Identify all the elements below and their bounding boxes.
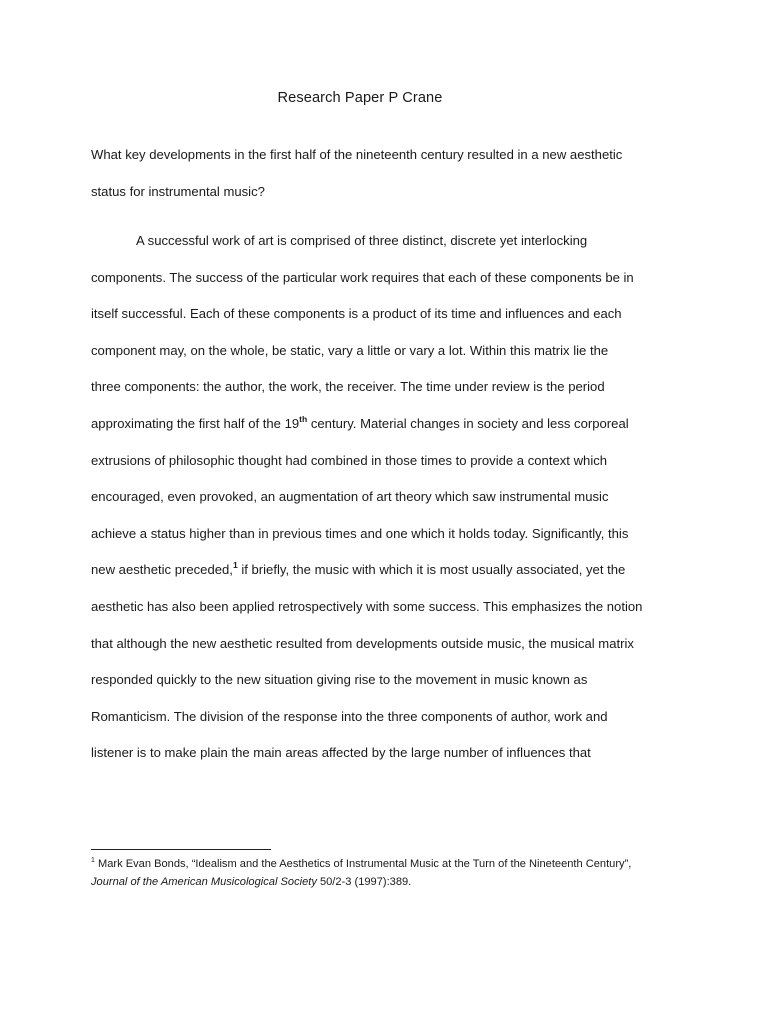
footnote-separator bbox=[91, 849, 271, 850]
paragraph-line-11: aesthetic has also been applied retrospectively with some success. This emphasizes the notion bbox=[91, 598, 643, 614]
footnote-line-1 bbox=[91, 855, 691, 873]
footnote-text: Mark Evan Bonds, “Idealism and the Aesthetics of Instrumental Music at the Turn of the Nineteenth Century”, bbox=[94, 858, 632, 870]
superscript-th: th bbox=[299, 413, 308, 424]
paragraph-line-4: component may, on the whole, be static, vary a little or vary a lot. Within this matrix lie the bbox=[91, 342, 609, 358]
footnote bbox=[91, 855, 691, 891]
footnote-citation: 50/2-3 (1997):389. bbox=[316, 876, 412, 888]
page-title: Research Paper P Crane bbox=[277, 90, 443, 106]
paragraph-line-10-start: new aesthetic preceded, bbox=[91, 562, 233, 578]
footnote-marker: 1 bbox=[91, 857, 95, 864]
paragraph-line-6 bbox=[91, 406, 683, 443]
paragraph-line-2: components. The success of the particular work requires that each of these components be in bbox=[91, 269, 634, 285]
footnote-journal: Journal of the American Musicological Society bbox=[91, 876, 317, 888]
paragraph-line-10 bbox=[91, 552, 683, 589]
research-question bbox=[91, 137, 683, 210]
question-line-1: What key developments in the first half of the nineteenth century resulted in a new aesthetic bbox=[91, 147, 623, 162]
paragraph-line-8: encouraged, even provoked, an augmentation of art theory which saw instrumental music bbox=[91, 489, 609, 505]
footnote-line-2 bbox=[91, 873, 691, 891]
paragraph-line-14: Romanticism. The division of the response into the three components of author, work and bbox=[91, 708, 608, 724]
paragraph-line-13: responded quickly to the new situation giving rise to the movement in music known as bbox=[91, 672, 588, 688]
paragraph-line-6-start: approximating the first half of the 19 bbox=[91, 415, 300, 431]
paragraph-line-6-end: century. Material changes in society and less corporeal bbox=[307, 415, 629, 431]
paragraph-line-12: that although the new aesthetic resulted from developments outside music, the musical matrix bbox=[91, 635, 634, 651]
paragraph-line-5: three components: the author, the work, the receiver. The time under review is the period bbox=[91, 379, 605, 395]
paragraph-line-7: extrusions of philosophic thought had combined in those times to provide a context which bbox=[91, 452, 608, 468]
footnote-reference-1[interactable]: 1 bbox=[232, 560, 238, 571]
paragraph-line-3: itself successful. Each of these components is a product of its time and influences and each bbox=[91, 306, 622, 322]
paragraph-line-1: A successful work of art is comprised of three distinct, discrete yet interlocking bbox=[136, 233, 588, 248]
paragraph-line-9: achieve a status higher than in previous times and one which it holds today. Significantly, this bbox=[91, 525, 629, 541]
question-line-2: status for instrumental music? bbox=[91, 183, 265, 199]
paragraph-line-15: listener is to make plain the main areas affected by the large number of influences that bbox=[91, 745, 591, 761]
body-paragraph bbox=[91, 223, 683, 772]
paragraph-line-10-end: if briefly, the music with which it is most usually associated, yet the bbox=[237, 562, 626, 578]
